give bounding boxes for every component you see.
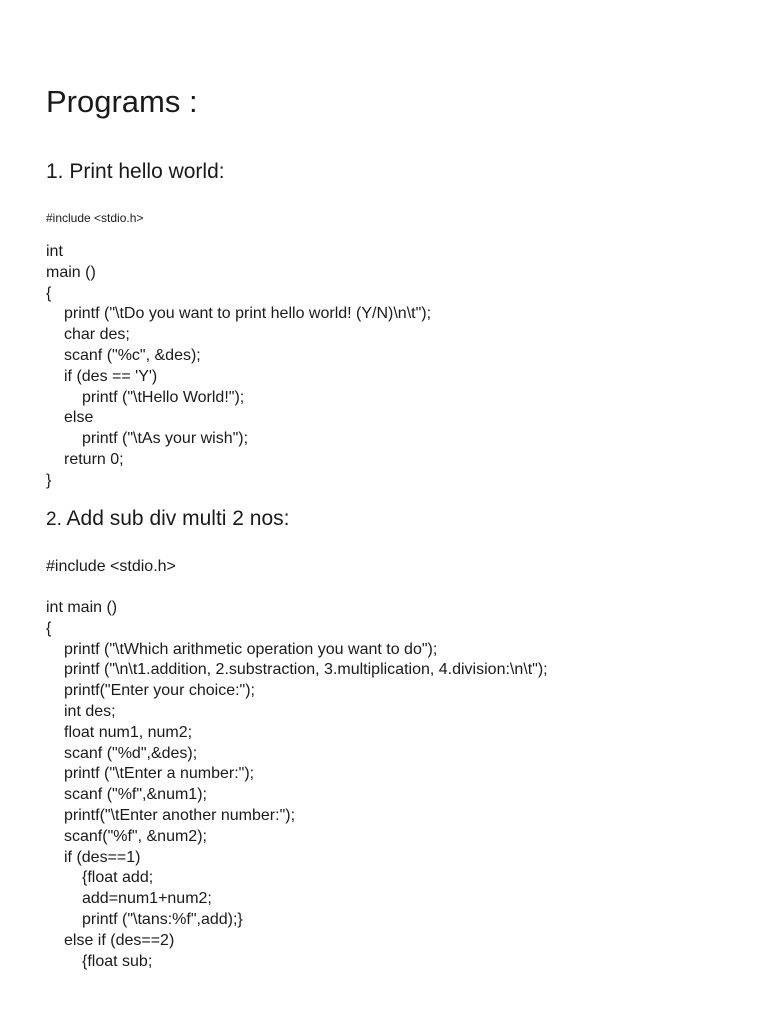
code-line: scanf ("%c", &des); <box>64 346 201 364</box>
code-line: int main () <box>46 599 118 616</box>
code-line: else <box>64 409 94 427</box>
code-line: int des; <box>64 702 116 720</box>
include-line-2: #include <stdio.h> <box>46 558 176 575</box>
code-line: printf ("\tHello World!"); <box>82 388 245 406</box>
section-title-1: Print hello world: <box>69 160 225 183</box>
code-line: float num1, num2; <box>64 723 193 741</box>
code-line: { <box>46 619 52 637</box>
code-line: printf("Enter your choice:"); <box>64 682 255 700</box>
code-line: int <box>46 243 63 260</box>
code-line: char des; <box>64 326 130 344</box>
code-line: return 0; <box>64 450 124 468</box>
code-line: printf ("\tDo you want to print hello world! (Y/N)\n\t"); <box>64 305 432 323</box>
code-line: if (des==1) <box>64 848 141 866</box>
code-line: { <box>46 284 52 302</box>
section-number-1: 1. <box>46 160 64 183</box>
page-title: Programs : <box>46 84 198 119</box>
code-line: printf ("\tEnter a number:"); <box>64 765 255 783</box>
code-line: {float sub; <box>82 952 153 970</box>
code-line: printf ("\tAs your wish"); <box>82 430 249 448</box>
code-line: printf ("\tWhich arithmetic operation you want to do"); <box>64 640 438 658</box>
section-number-2: 2. <box>46 509 62 530</box>
section-heading-1 <box>46 158 225 186</box>
code-line: add=num1+num2; <box>82 890 212 908</box>
code-line: printf ("\tans:%f",add);} <box>82 910 243 928</box>
code-line: if (des == 'Y') <box>64 367 158 385</box>
code-line: scanf ("%f",&num1); <box>64 786 207 804</box>
code-line: printf ("\n\t1.addition, 2.substraction, 3.multiplication, 4.division:\n\t"); <box>64 661 548 679</box>
code-line: main () <box>46 263 96 281</box>
section-title-2: Add sub div multi 2 nos: <box>66 507 290 530</box>
code-line: scanf("%f", &num2); <box>64 827 207 845</box>
include-line-1: #include <stdio.h> <box>46 211 144 225</box>
code-line: printf("\tEnter another number:"); <box>64 806 296 824</box>
code-block-1 <box>46 242 431 492</box>
code-line: {float add; <box>82 869 154 887</box>
code-line: else if (des==2) <box>64 931 175 949</box>
section-heading-2 <box>46 505 290 534</box>
code-line: scanf ("%d",&des); <box>64 744 198 762</box>
code-line: } <box>46 471 52 489</box>
code-block-2 <box>46 598 548 972</box>
